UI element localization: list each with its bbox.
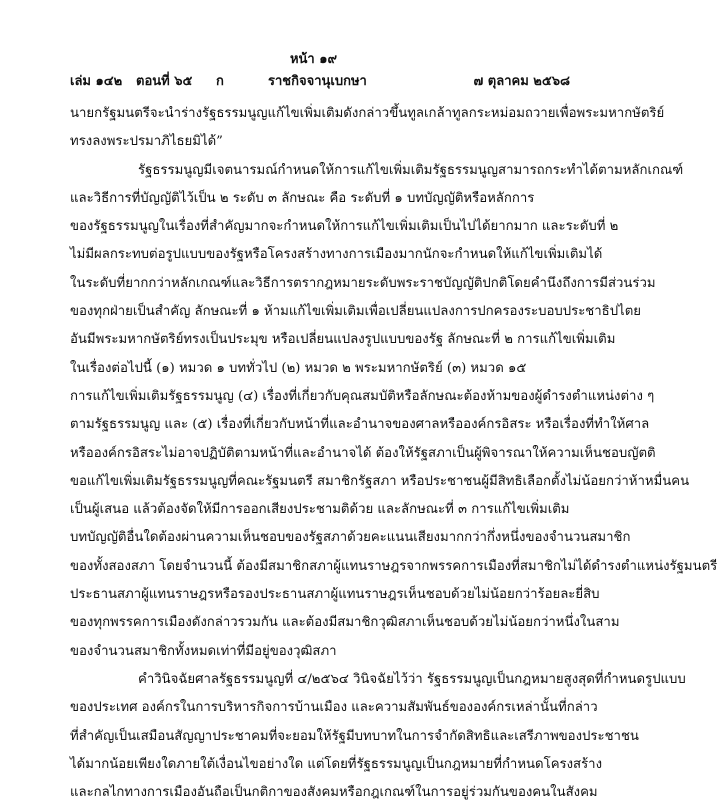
- header-gazette-name: ราชกิจจานุเบกษา: [268, 74, 367, 89]
- header-issue: ตอนที่ ๖๕: [136, 74, 193, 89]
- text-line: ทรงลงพระปรมาภิไธยมิได้”: [70, 134, 223, 150]
- text-line: ไม่มีผลกระทบต่อรูปแบบของรัฐหรือโครงสร้างทางการเมืองมากนักจะกำหนดให้แก้ไขเพิ่มเติมได้: [70, 247, 603, 263]
- page-number: หน้า ๑๙: [289, 52, 338, 67]
- text-line: และวิธีการที่บัญญัติไว้เป็น ๒ ระดับ ๓ ลักษณะ คือ ระดับที่ ๑ บทบัญญัติหรือหลักการ: [70, 190, 535, 206]
- text-line: การแก้ไขเพิ่มเติมรัฐธรรมนูญ (๔) เรื่องที่เกี่ยวกับคุณสมบัติหรือลักษณะต้องห้ามของผู้ดำรงตำแหน่งต่าง ๆ: [70, 388, 655, 404]
- text-line: เป็นผู้เสนอ แล้วต้องจัดให้มีการออกเสียงประชามติด้วย และลักษณะที่ ๓ การแก้ไขเพิ่มเติม: [70, 502, 570, 518]
- text-line: บทบัญญัติอื่นใดต้องผ่านความเห็นชอบของรัฐสภาด้วยคะแนนเสียงมากกว่ากึ่งหนึ่งของจำนวนสมาชิก: [70, 530, 631, 546]
- text-line: คำวินิจฉัยศาลรัฐธรรมนูญที่ ๔/๒๕๖๔ วินิจฉัยไว้ว่า รัฐธรรมนูญเป็นกฎหมายสูงสุดที่กำหนดรูปแบบ: [138, 671, 686, 687]
- header-volume: เล่ม ๑๔๒: [70, 74, 123, 89]
- text-line: ที่สำคัญเป็นเสมือนสัญญาประชาคมที่จะยอมให้รัฐมีบทบาทในการจำกัดสิทธิและเสรีภาพของประชาชน: [70, 728, 639, 744]
- text-line: รัฐธรรมนูญมีเจตนารมณ์กำหนดให้การแก้ไขเพิ่มเติมรัฐธรรมนูญสามารถกระทำได้ตามหลักเกณฑ์: [138, 162, 684, 178]
- text-line: นายกรัฐมนตรีจะนำร่างรัฐธรรมนูญแก้ไขเพิ่มเติมดังกล่าวขึ้นทูลเกล้าทูลกระหม่อมถวายเพื่อพระมหากษัตริย์: [70, 106, 665, 121]
- text-line: ขอแก้ไขเพิ่มเติมรัฐธรรมนูญที่คณะรัฐมนตรี สมาชิกรัฐสภา หรือประชาชนผู้มีสิทธิเลือกตั้งไม่น้อยกว่าห้าหมื่นคน: [70, 473, 690, 489]
- text-line: ของรัฐธรรมนูญในเรื่องที่สำคัญมากจะกำหนดให้การแก้ไขเพิ่มเติมเป็นไปได้ยากมาก และระดับที่ ๒: [70, 219, 619, 235]
- text-line: ตามรัฐธรรมนูญ และ (๕) เรื่องที่เกี่ยวกับหน้าที่และอำนาจของศาลหรือองค์กรอิสระ หรือเรื่องที่ทำให้ศาล: [70, 417, 650, 433]
- text-line: ของทุกพรรคการเมืองดังกล่าวรวมกัน และต้องมีสมาชิกวุฒิสภาเห็นชอบด้วยไม่น้อยกว่าหนึ่งในสาม: [70, 615, 620, 631]
- text-line: ในเรื่องต่อไปนี้ (๑) หมวด ๑ บททั่วไป (๒) หมวด ๒ พระมหากษัตริย์ (๓) หมวด ๑๕: [70, 360, 527, 376]
- gazette-header: [70, 70, 570, 88]
- text-line: ในระดับที่ยากกว่าหลักเกณฑ์และวิธีการตรากฎหมายระดับพระราชบัญญัติปกติโดยคำนึงถึงการมีส่วนร่วม: [70, 275, 656, 291]
- text-line: ของทั้งสองสภา โดยจำนวนนี้ ต้องมีสมาชิกสภาผู้แทนราษฎรจากพรรคการเมืองที่สมาชิกไม่ได้ดำรงตำแหน่งรัฐมนตรี: [70, 558, 717, 574]
- text-line: และกลไกทางการเมืองอันถือเป็นกติกาของสังคมหรือกฎเกณฑ์ในการอยู่ร่วมกันของคนในสังคม: [70, 785, 598, 801]
- document-body: [70, 100, 717, 807]
- text-line: ของจำนวนสมาชิกทั้งหมดเท่าที่มีอยู่ของวุฒิสภา: [70, 643, 337, 659]
- header-date: ๗ ตุลาคม ๒๕๖๘: [473, 74, 570, 89]
- text-line: ของทุกฝ่ายเป็นสำคัญ ลักษณะที่ ๑ ห้ามแก้ไขเพิ่มเติมเพื่อเปลี่ยนแปลงการปกครองระบอบประชาธิปไตย: [70, 304, 641, 320]
- text-line: ได้มากน้อยเพียงใดภายใต้เงื่อนไขอย่างใด แต่โดยที่รัฐธรรมนูญเป็นกฎหมายที่กำหนดโครงสร้าง: [70, 756, 603, 772]
- text-line: ของประเทศ องค์กรในการบริหารกิจการบ้านเมือง และความสัมพันธ์ขององค์กรเหล่านั้นที่กล่าว: [70, 700, 598, 716]
- header-section: ก: [216, 74, 224, 89]
- text-line: ประธานสภาผู้แทนราษฎรหรือรองประธานสภาผู้แทนราษฎรเห็นชอบด้วยไม่น้อยกว่าร้อยละยี่สิบ: [70, 587, 600, 603]
- text-line: อันมีพระมหากษัตริย์ทรงเป็นประมุข หรือเปลี่ยนแปลงรูปแบบของรัฐ ลักษณะที่ ๒ การแก้ไขเพิ่มเติม: [70, 332, 616, 348]
- text-line: หรือองค์กรอิสระไม่อาจปฏิบัติตามหน้าที่และอำนาจได้ ต้องให้รัฐสภาเป็นผู้พิจารณาให้ความเห็นชอบญัตติ: [70, 445, 656, 461]
